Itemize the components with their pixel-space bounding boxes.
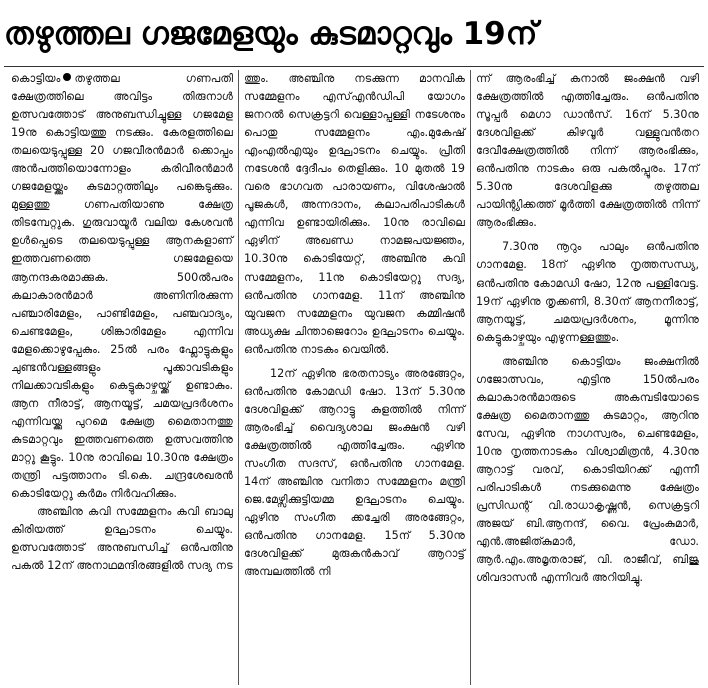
article-paragraph: അഞ്ചിനു കവി സമ്മേളനം കവി ബാലു കിരിയത്ത് ഉദ്ഘാടനം ചെയ്യും. ഉത്സവത്തോട് അനുബന്ധിച്ച് ഒൻപതിനു പകൽ 12ന് അനാഥമന്ദിരങ്ങളിൽ സദ്യ നട [11, 505, 233, 573]
paragraph-text: തഴുത്തല ഗണപതി ക്ഷേത്രത്തിലെ അവിട്ടം തിരുനാൾ ഉത്സവത്തോട് അനുബന്ധിച്ചുള്ള ഗജമേള 19നു കൊട്ടിയത്തു നടക്കും. കേരളത്തിലെ തലയെടുപ്പുള്ള 20 ഗജവീരൻമാർ ക്കൊപ്പം അൻപത്തിയൊന്നോളം കരിവീരൻമാർ ഗജമേളയ്ക്കും കുടമാറ്റത്തിലും പങ്കെടുക്കും. മുള്ളത്തു ഗണപതിയാണു ക്ഷേത്ര തിടമ്പേറ്റുക. ഗുരുവായൂർ വലിയ കേശവൻ ഉൾപ്പെടെ തലയെടുപ്പുള്ള ആനകളാണ് ഇത്തവണത്തെ ഗജമേളയെ ആനന്ദകരമാക്കുക. 500ൽപരം കലാകാരൻമാർ അണിനിരക്കുന്ന പഞ്ചാരിമേളം, പാണ്ടിമേളം, പഞ്ചവാദ്യം, ചെണ്ടമേളം, ശിങ്കാരിമേളം എന്നിവ മേളക്കൊഴുപ്പേകും. 25ൽ പരം ഫ്ലോട്ടുകളും ചുണ്ടൻവള്ളങ്ങളും പൂക്കാവടികളും നിലക്കാവടികളും കെട്ടുകാഴ്ചയ്ക്ക് ഉണ്ടാകും. ആന നീരാട്ട്, ആനയൂട്ട്, ചമയപ്രദർശനം എന്നിവയ്ക്കു പുറമെ ക്ഷേത്ര മൈതാനത്തു കുടമാറ്റവും ഇത്തവണത്തെ ഉത്സവത്തിനു മാറ്റു കൂട്ടും. 10നു രാവിലെ 10.30നു ക്ഷേത്രം തന്ത്രി പട്ടത്താനം ടി.കെ. ചന്ദ്രശേഖരൻ കൊടിയേറ്റു കർമം നിർവഹിക്കും. [11, 72, 233, 501]
article-paragraph [11, 70, 233, 503]
article-paragraph: ത്തും. അഞ്ചിനു നടക്കുന്ന മാനവിക സമ്മേളനം എസ്എൻഡിപി യോഗം ജനറൽ സെക്രട്ടറി വെള്ളാപ്പള്ളി നടേശനും പൊതു സമ്മേളനം എം.മുകേഷ് എംഎൽഎയും ഉദ്ഘാടനം ചെയ്യും. പ്രീതി നടേശൻ ദ്ദേദീപം തെളിക്കും. 10 മുതൽ 19 വരെ ഭാഗവത പാരായണം, വിശേഷാൽ പൂജകൾ, അന്നദാനം, കലാപരിപാടികൾ എന്നിവ ഉണ്ടായിരിക്കും. 10നു രാവിലെ ഏഴിന് അഖണ്ഡ നാമജപയജ്ഞം, 10.30നു കൊടിയേറ്റ്, അഞ്ചിനു കവി സമ്മേളനം, 11നു കൊടിയേറ്റു സദ്യ, ഒൻപതിനു ഗാനമേള. 11ന് അഞ്ചിനു യുവജന സമ്മേളനം യുവജന കമ്മിഷൻ അധ്യക്ഷ ചിന്താജെറോം ഉദ്ഘാടനം ചെയ്യും. ഒൻപതിനു നാടകം വെയിൽ. [244, 72, 465, 356]
article-paragraph: ന്ന് ആരംഭിച്ച് കനാൽ ജംക്ഷൻ വഴി ക്ഷേത്രത്തിൽ എത്തിച്ചേരും. ഒൻപതിനു സൂപ്പർ മെഗാ ഡാൻസ്. 16ന് 5.30നു ദേശവിളക്ക് കിഴവൂർ വള്ളുവൻതറ ദേവീക്ഷേത്രത്തിൽ നിന്ന് ആരംഭിക്കും, ഒൻപതിനു നാടകം ഒരു പകൽപ്പൂരം. 17ന് 5.30നു ദേശവിളക്കു തഴുത്തല പായിന്റ്യിക്കത്ത് മൂർത്തി ക്ഷേത്രത്തിൽ നിന്ന് ആരംഭിക്കും. [476, 72, 699, 230]
headline-rule [4, 66, 704, 67]
article-body [6, 70, 704, 685]
article-headline: തഴുത്തല ഗജമേളയും കുടമാറ്റവും 19ന് [4, 16, 538, 52]
bullet-icon [63, 73, 71, 81]
article-paragraph: 12ന് ഏഴിനു ഭരതനാട്യം അരങ്ങേറ്റം, ഒൻപതിനു കോമഡി ഷോ. 13ന് 5.30നു ദേശവിളക്ക് ആറാട്ടു കുളത്തിൽ നിന്ന് ആരംഭിച്ച് വൈദ്യശാല ജംക്ഷൻ വഴി ക്ഷേത്രത്തിൽ എത്തിച്ചേരും. ഏഴിനു സംഗീത സദസ്, ഒൻപതിനു ഗാനമേള. 14ന് അഞ്ചിനു വനിതാ സമ്മേളനം മന്ത്രി ജെ.മേഴ്സിക്കുട്ടിയമ്മ ഉദ്ഘാടനം ചെയ്യും. ഏഴിനു സംഗീത ക്കച്ചേരി അരങ്ങേറ്റം, ഒൻപതിനു ഗാനമേള. 15ന് 5.30നു ദേശവിളക്ക് മുരുകൻകാവ് ആറാട്ട് അമ്പലത്തിൽ നി [244, 366, 465, 579]
dateline: കൊട്ടിയം [11, 72, 61, 85]
article-column-3 [470, 70, 704, 685]
article-column-2 [238, 70, 470, 685]
article-paragraph: അഞ്ചിനു കൊട്ടിയം ജംക്ഷനിൽ ഗജോത്സവം, എട്ടിനു 150ൽപരം കലാകാരൻമാരുടെ അകമ്പടിയോടെ ക്ഷേത്ര മൈതാനത്തു കുടമാറ്റം, ആറിനു സേവ, ഏഴിനു നാഗസ്വരം, ചെണ്ടമേളം, 10നു നൃത്തനാടകം വിശ്വാമിത്രൻ, 4.30നു ആറാട്ട് വരവ്, കൊടിയിറക്ക് എന്നീ പരിപാടികൾ നടക്കുമെന്നു ക്ഷേത്രം പ്രസിഡന്റ് വി.രാധാകൃഷ്ണൻ, സെക്രട്ടറി അജയ് ബി.ആനന്ദ്, വൈ. പ്രേംകുമാർ, എൻ.അജിത്കുമാർ, ഡോ. ആർ.എം.അമൃതരാജ്, വി. രാജീവ്, ബിജു ശിവദാസൻ എന്നിവർ അറിയിച്ചു. [476, 354, 699, 585]
article-column-1 [6, 70, 238, 685]
article-paragraph: 7.30നു നൂറും പാലും ഒൻപതിനു ഗാനമേള. 18ന് ഏഴിനു നൃത്തസന്ധ്യ, ഒൻപതിനു കോമഡി ഷോ, 12നു പള്ളിവേട്ട. 19ന് ഏഴിനു തൃക്കണി, 8.30ന് ആനനീരാട്ട്, ആനയൂട്ട്, ചമയപ്രദർശനം, മൂന്നിനു കെട്ടുകാഴ്ചയും എഴുന്നള്ളത്തും. [476, 240, 699, 344]
